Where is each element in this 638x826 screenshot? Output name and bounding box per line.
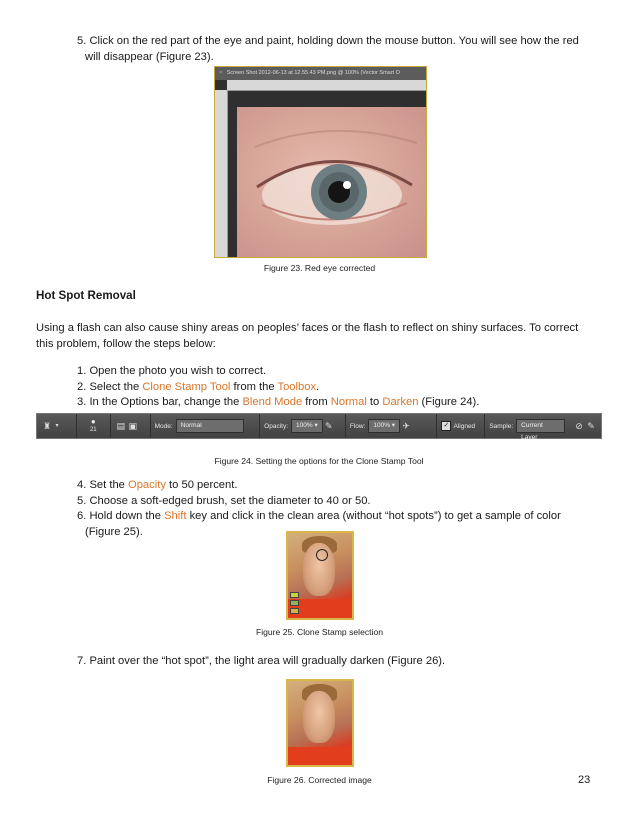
step-2 [77,380,617,396]
close-icon: × [219,70,223,76]
shirt [288,747,352,765]
step-4-end: to 50 percent. [165,479,238,491]
intro-line-1: Using a flash can also cause shiny areas on peoples’ faces or the flash to reflect on shiny surfaces. To correct [36,322,579,334]
sample-group [485,414,569,441]
steps-1-3 [77,364,617,411]
mode-group [151,414,261,438]
step-5-text: 5. Click on the red part of the eye and paint, holding down the mouse button. You will see how the red [77,35,579,47]
shift-term: Shift [164,510,187,523]
step-2-mid: from the [230,380,278,393]
pressure-size-icon[interactable]: ✎ [587,421,595,431]
window-title-bar [215,67,426,80]
step-5-continuation: will disappear (Figure 23). [85,50,214,63]
opacity-term: Opacity [128,479,166,491]
mode-value: Normal [180,422,202,429]
figure-24-caption: Figure 24. Setting the options for the Clone Stamp Tool [214,456,424,466]
flow-label: Flow: [349,422,366,430]
options-bar [36,413,602,439]
tool-preset-picker[interactable] [37,414,77,438]
normal-term: Normal [330,396,367,409]
step-7: 7. Paint over the “hot spot”, the light area will gradually darken (Figure 26). [77,655,446,667]
window-title: Screen Shot 2012-06-13 at 12.55.43 PM.png @ 100% (Vector Smart O [226,70,400,76]
clone-stamp-icon: ♜ [42,421,52,431]
step-6-prefix: 6. Hold down the [77,510,165,523]
pressure-opacity-icon[interactable]: ✎ [324,421,333,431]
figure-26-caption: Figure 26. Corrected image [267,775,372,785]
horizontal-ruler [227,80,426,91]
eye-image [237,107,426,257]
page-number: 23 [578,774,591,786]
swatch-icon [290,600,299,606]
step-3 [77,395,617,411]
sample-label: Sample: [489,422,514,430]
opacity-field[interactable]: 100% ▾ [291,419,323,433]
figure-25-caption: Figure 25. Clone Stamp selection [255,627,384,637]
aligned-group [437,414,485,438]
opacity-value: 100% [296,422,313,429]
clone-target-cursor-icon [316,549,328,561]
step-4 [77,478,617,494]
brush-panel-icon[interactable]: ▤ [116,421,125,431]
step-6-end: key and click in the clean area (without “hot spots”) to get a sample of color [186,510,561,523]
step-2-end: . [316,380,320,393]
ignore-adjustment-layers-icon[interactable]: ⊘ [575,421,583,431]
brush-picker[interactable] [77,414,111,438]
opacity-label: Opacity: [264,422,289,430]
aligned-checkbox[interactable]: ✓ [441,421,451,431]
swatch-icon [290,608,299,614]
flow-field[interactable]: 100% ▾ [368,419,400,433]
brush-size: 21 [89,427,97,433]
step-3-prefix: 3. In the Options bar, change the [77,396,243,409]
opacity-group [260,414,346,438]
clone-stamp-tool-term: Clone Stamp Tool [142,380,231,393]
figure-23-red-eye-screenshot [214,66,427,258]
mode-select[interactable] [176,419,244,433]
step-1: 1. Open the photo you wish to correct. [77,365,267,377]
tool-swatches [290,590,299,614]
toolbox-term: Toolbox [277,380,317,393]
step-2-prefix: 2. Select the [77,380,143,393]
vertical-ruler [215,90,228,257]
brush-dot-icon: ● [90,417,96,426]
intro-line-2: this problem, follow the steps below: [36,338,216,350]
mode-label: Mode: [154,422,173,430]
step-5b: 5. Choose a soft-edged brush, set the diameter to 40 or 50. [77,494,371,507]
swatch-icon [290,592,299,598]
step-6 [77,509,617,525]
step-3-to: to [366,396,383,409]
face [303,691,335,743]
step-3-from: from [302,396,331,409]
figure-23-caption: Figure 23. Red eye corrected [263,263,376,273]
step-5 [77,34,617,65]
sample-select[interactable] [516,419,565,441]
sample-value: Current Layer [521,422,543,441]
chevron-down-icon: ▾ [55,423,59,429]
flow-value: 100% [373,422,390,429]
airbrush-icon[interactable]: ✈ [402,421,410,431]
clone-source-panel-icon[interactable]: ▣ [128,421,137,431]
step-6-continuation: (Figure 25). [85,525,143,538]
darken-term: Darken [382,396,419,409]
flow-group [346,414,438,438]
blend-mode-term: Blend Mode [242,396,303,409]
extra-toggles [569,414,601,438]
step-4-prefix: 4. Set the [77,479,128,491]
figure-26-photo [286,679,354,767]
section-heading: Hot Spot Removal [36,289,136,302]
step-3-end: (Figure 24). [418,396,480,409]
panel-toggles [111,414,151,438]
section-intro [36,320,616,352]
figure-25-photo [286,531,354,620]
aligned-label: Aligned [453,422,476,430]
